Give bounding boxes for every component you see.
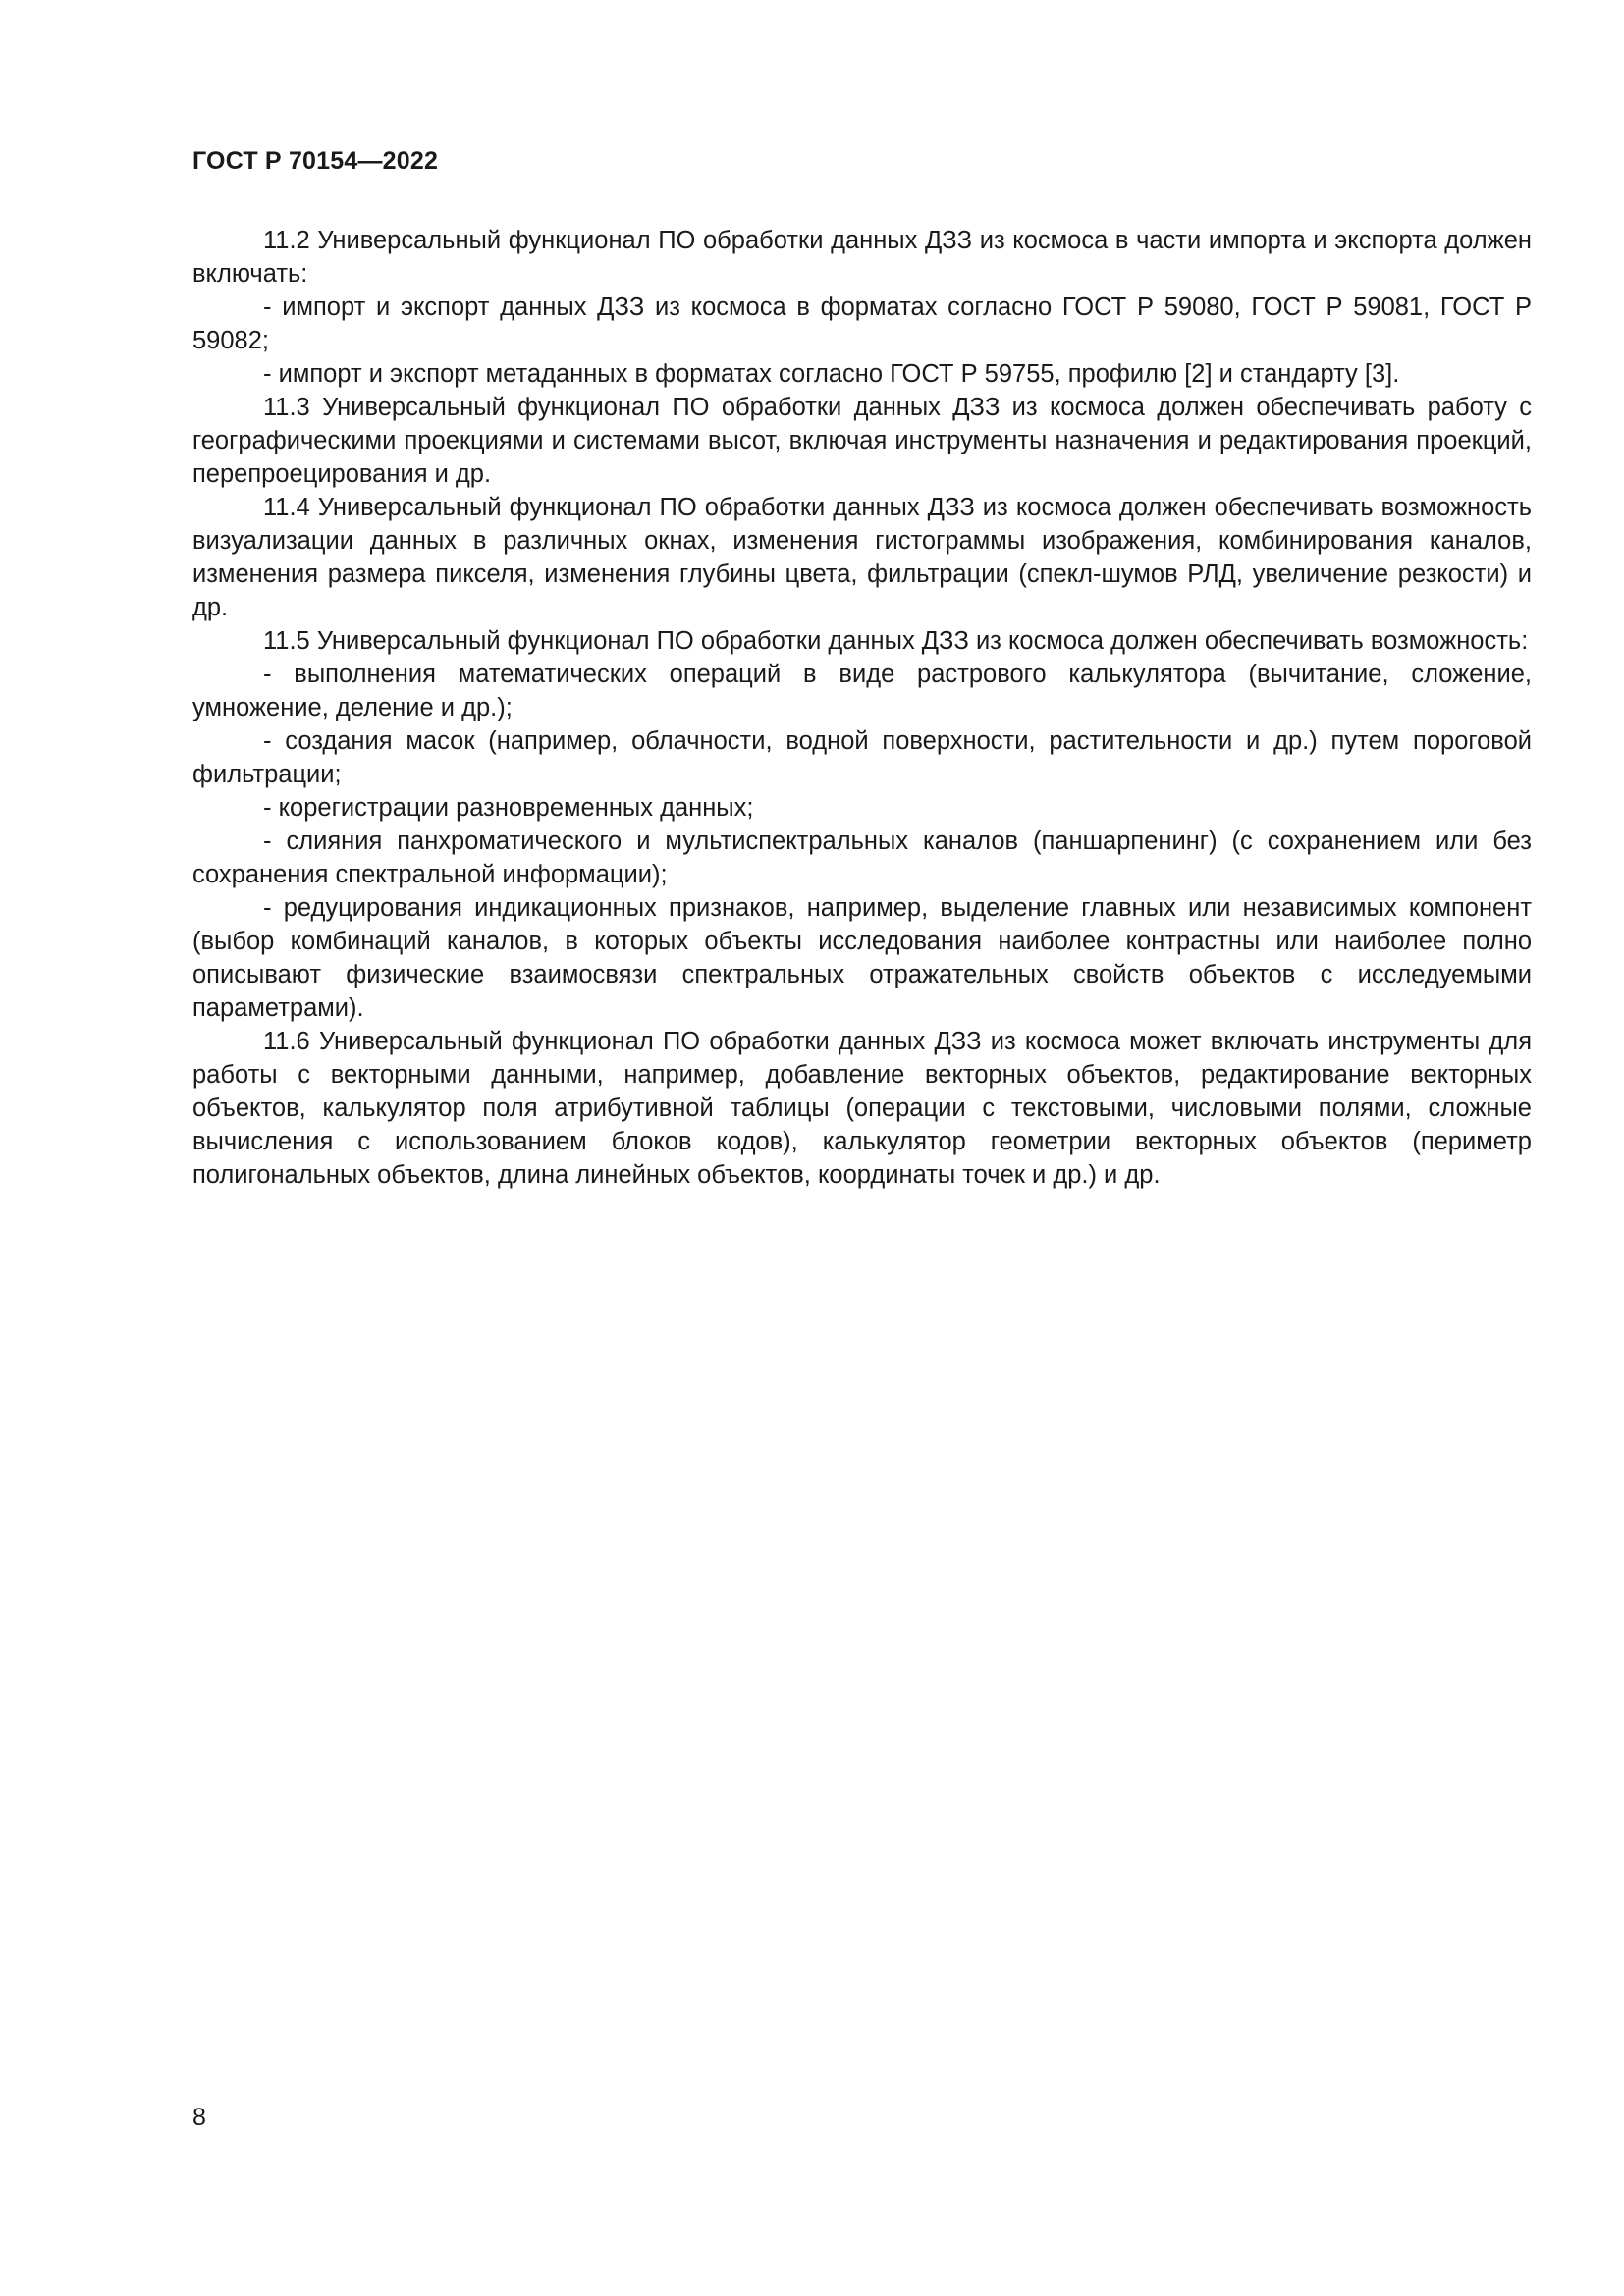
list-item-math-operations: - выполнения математических операций в виде растрового калькулятора (вычитание, сложение, умножение, деление и др.); (192, 661, 1532, 721)
paragraph-11-3: 11.3 Универсальный функционал ПО обработки данных ДЗЗ из космоса должен обеспечивать работу с географическими проекциями и системами высот, включая инструменты назначения и редактирования проекций, перепроецирования и др. (192, 394, 1532, 488)
list-item-pansharpening: - слияния панхроматического и мультиспектральных каналов (паншарпенинг) (с сохранением или без сохранения спектральной информации); (192, 828, 1532, 888)
list-item-import-export-data: - импорт и экспорт данных ДЗЗ из космоса в форматах согласно ГОСТ Р 59080, ГОСТ Р 59081, ГОСТ Р 59082; (192, 294, 1532, 354)
page-number: 8 (192, 2104, 206, 2131)
list-item-coregistration: - корегистрации разновременных данных; (263, 794, 754, 822)
paragraph-11-2: 11.2 Универсальный функционал ПО обработки данных ДЗЗ из космоса в части импорта и экспорта должен включать: (192, 227, 1532, 288)
paragraph-11-5: 11.5 Универсальный функционал ПО обработки данных ДЗЗ из космоса должен обеспечивать возможность: (263, 627, 1529, 655)
document-header: ГОСТ Р 70154—2022 (192, 147, 439, 175)
list-item-import-export-metadata: - импорт и экспорт метаданных в форматах согласно ГОСТ Р 59755, профилю [2] и стандарту [3]. (263, 360, 1400, 388)
list-item-feature-reduction: - редуцирования индикационных признаков, например, выделение главных или независимых компонент (выбор комбинаций каналов, в которых объекты исследования наиболее контрастны или наиболее полно описывают физические взаимосвязи спектральных отражательных свойств объектов с исследуемыми параметрами). (192, 894, 1532, 1022)
paragraph-11-6: 11.6 Универсальный функционал ПО обработки данных ДЗЗ из космоса может включать инструменты для работы с векторными данными, например, добавление векторных объектов, редактирование векторных объектов, калькулятор поля атрибутивной таблицы (операции с текстовыми, числовыми полями, сложные вычисления с использованием блоков кодов), калькулятор геометрии векторных объектов (периметр полигональных объектов, длина линейных объектов, координаты точек и др.) и др. (192, 1028, 1532, 1189)
document-body (192, 224, 1532, 1192)
list-item-masks: - создания масок (например, облачности, водной поверхности, растительности и др.) путем пороговой фильтрации; (192, 727, 1532, 788)
paragraph-11-4: 11.4 Универсальный функционал ПО обработки данных ДЗЗ из космоса должен обеспечивать возможность визуализации данных в различных окнах, изменения гистограммы изображения, комбинирования каналов, изменения размера пикселя, изменения глубины цвета, фильтрации (спекл-шумов РЛД, увеличение резкости) и др. (192, 494, 1532, 621)
